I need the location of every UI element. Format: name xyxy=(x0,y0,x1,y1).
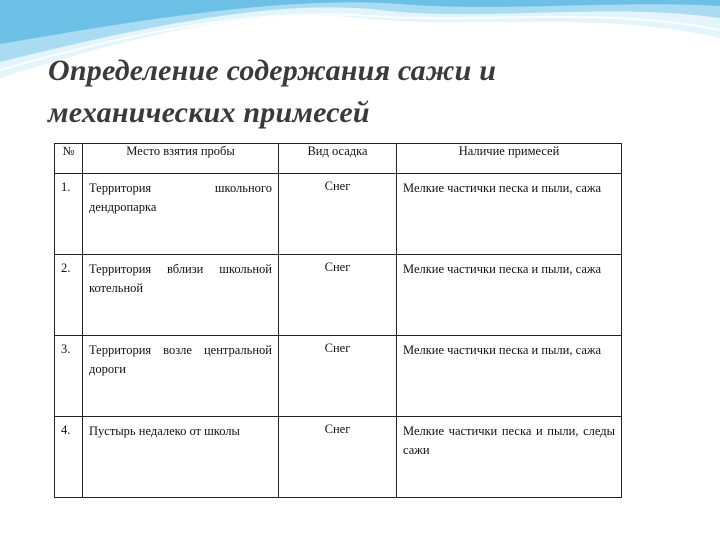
row-place: Территория возле центральной дороги xyxy=(89,343,272,376)
header-impurities: Наличие примесей xyxy=(397,144,622,174)
slide-title xyxy=(48,50,688,134)
row-place: Пустырь недалеко от школы xyxy=(89,424,240,438)
slide-title-line-1: Определение содержания сажи и xyxy=(48,54,497,87)
header-sediment-type: Вид осадка xyxy=(279,144,397,174)
row-number: 3. xyxy=(55,336,83,417)
table-row xyxy=(55,174,622,255)
row-number: 1. xyxy=(55,174,83,255)
row-sediment-type: Снег xyxy=(324,341,351,355)
table-row xyxy=(55,417,622,498)
table-row xyxy=(55,255,622,336)
row-impurities: Мелкие частички песка и пыли, сажа xyxy=(403,343,602,357)
row-impurities: Мелкие частички песка и пыли, сажа xyxy=(403,262,602,276)
row-place: Территория вблизи школьной котельной xyxy=(89,262,272,295)
samples-table xyxy=(54,143,622,498)
row-number: 4. xyxy=(55,417,83,498)
row-sediment-type: Снег xyxy=(324,179,351,193)
table-header-row xyxy=(55,144,622,174)
row-impurities: Мелкие частички песка и пыли, следы сажи xyxy=(403,424,615,457)
header-number: № xyxy=(55,144,83,174)
row-number: 2. xyxy=(55,255,83,336)
table-row xyxy=(55,336,622,417)
row-sediment-type: Снег xyxy=(324,260,351,274)
row-place: Территория школьного дендропарка xyxy=(89,181,272,214)
row-sediment-type: Снег xyxy=(324,422,351,436)
slide-title-line-2: механических примесей xyxy=(48,96,370,129)
row-impurities: Мелкие частички песка и пыли, сажа xyxy=(403,181,602,195)
header-place: Место взятия пробы xyxy=(83,144,279,174)
